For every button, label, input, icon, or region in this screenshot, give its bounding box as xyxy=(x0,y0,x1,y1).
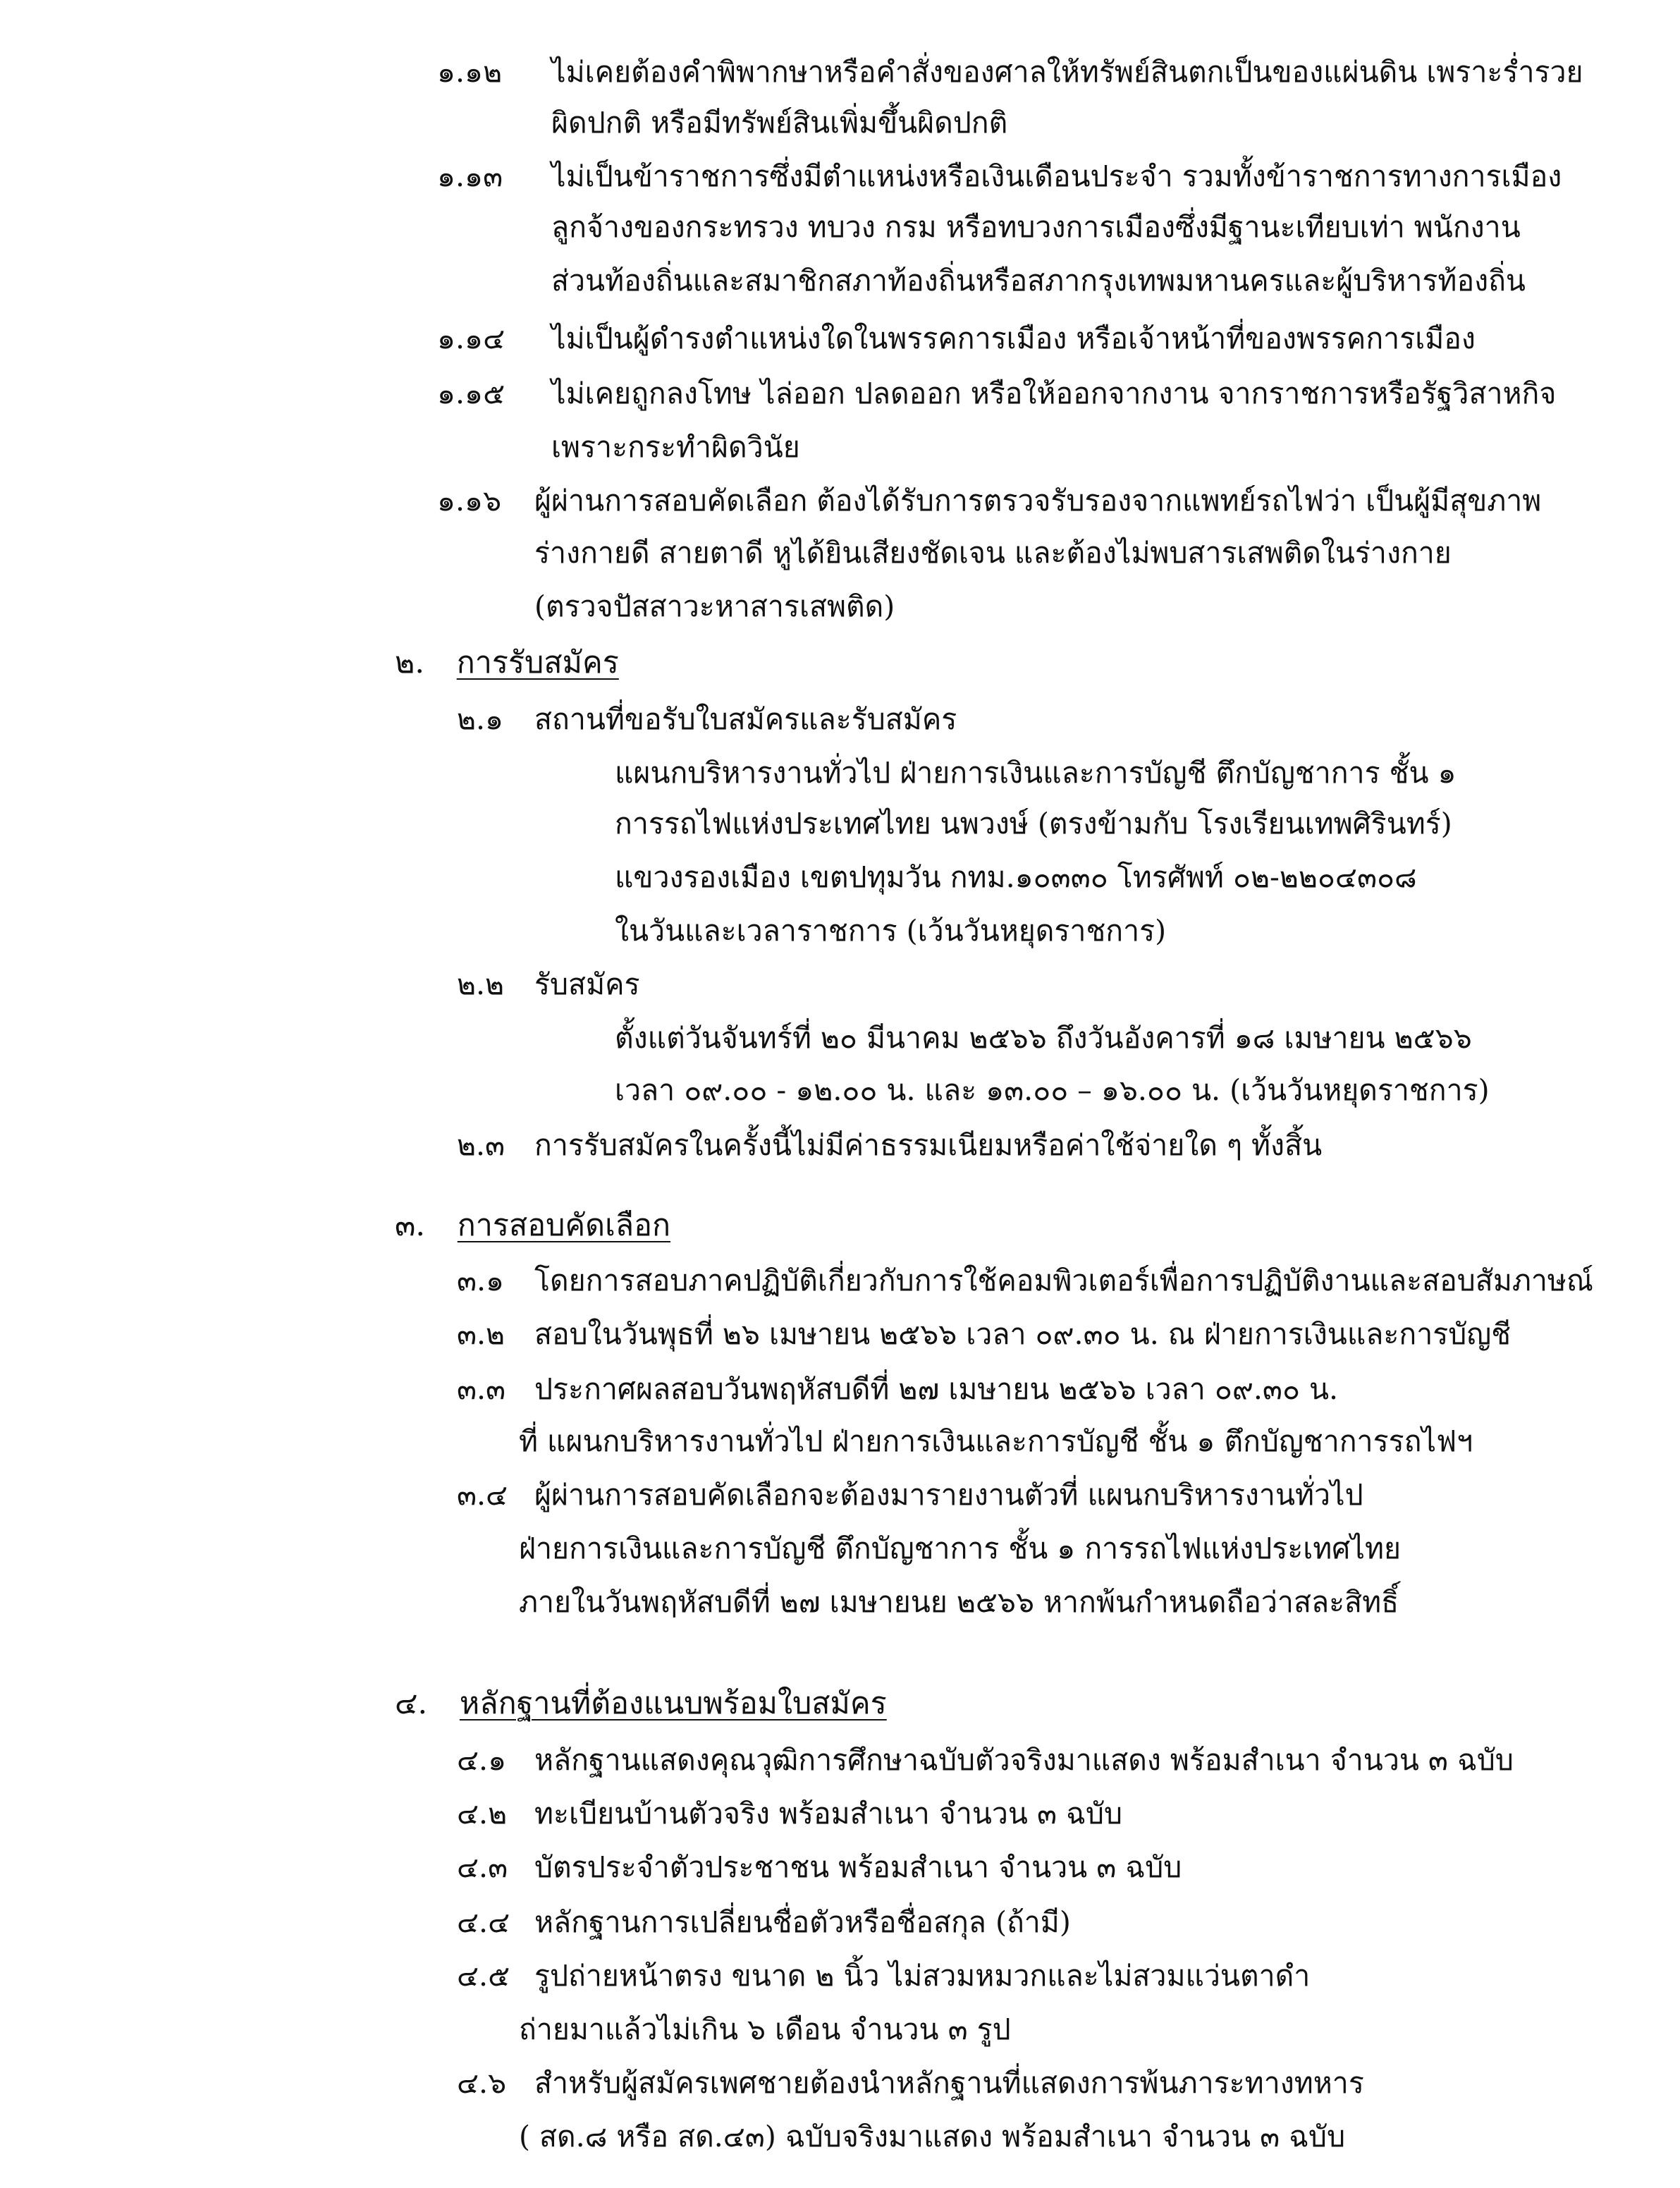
item-number: ๔.๕ xyxy=(457,1959,510,1993)
item-text-line: รูปถ่ายหน้าตรง ขนาด ๒ นิ้ว ไม่สวมหมวกและไม่สวมแว่นตาดำ xyxy=(534,1959,1311,1993)
detail-line: แผนกบริหารงานทั่วไป ฝ่ายการเงินและการบัญชี ตึกบัญชาการ ชั้น ๑ xyxy=(615,756,1457,790)
item-number: ๓.๒ xyxy=(457,1317,505,1351)
item-number: ๔.๒ xyxy=(457,1797,508,1831)
item-number: ๔.๖ xyxy=(457,2066,507,2100)
item-text-line: ลูกจ้างของกระทรวง ทบวง กรม หรือทบวงการเมืองซึ่งมีฐานะเทียบเท่า พนักงาน xyxy=(551,210,1521,244)
item-text-line: ไม่เป็นผู้ดำรงตำแหน่งใดในพรรคการเมือง หรือเจ้าหน้าที่ของพรรคการเมือง xyxy=(551,322,1476,355)
detail-line: ตั้งแต่วันจันทร์ที่ ๒๐ มีนาคม ๒๕๖๖ ถึงวันอังคารที่ ๑๘ เมษายน ๒๕๖๖ xyxy=(615,1021,1472,1055)
item-number: ๒.๓ xyxy=(457,1128,505,1162)
item-text-line: เพราะกระทำผิดวินัย xyxy=(551,430,800,464)
item-text-line: ผู้ผ่านการสอบคัดเลือก ต้องได้รับการตรวจรับรองจากแพทย์รถไฟว่า เป็นผู้มีสุขภาพ xyxy=(534,484,1542,518)
item-number: ๔.๔ xyxy=(457,1905,510,1939)
item-text-line: (ตรวจปัสสาวะหาสารเสพติด) xyxy=(534,589,895,623)
item-number: ๑.๑๕ xyxy=(437,377,505,410)
item-text-line: ผู้ผ่านการสอบคัดเลือกจะต้องมารายงานตัวที่ แผนกบริหารงานทั่วไป xyxy=(534,1478,1363,1512)
item-text-line: สถานที่ขอรับใบสมัครและรับสมัคร xyxy=(534,702,957,736)
item-text-line: หลักฐานแสดงคุณวุฒิการศึกษาฉบับตัวจริงมาแสดง พร้อมสำเนา จำนวน ๓ ฉบับ xyxy=(534,1743,1514,1777)
item-text-line: สอบในวันพุธที่ ๒๖ เมษายน ๒๕๖๖ เวลา ๐๙.๓๐ น. ณ ฝ่ายการเงินและการบัญชี xyxy=(534,1317,1512,1351)
item-text-line: บัตรประจำตัวประชาชน พร้อมสำเนา จำนวน ๓ ฉบับ xyxy=(534,1850,1182,1884)
item-number: ๔.๓ xyxy=(457,1850,508,1884)
item-text-line: การรับสมัครในครั้งนี้ไม่มีค่าธรรมเนียมหรือค่าใช้จ่ายใด ๆ ทั้งสิ้น xyxy=(534,1128,1323,1162)
item-number: ๒.๒ xyxy=(457,967,505,1001)
item-number: ๓.๓ xyxy=(457,1372,506,1406)
item-number: ๒.๑ xyxy=(457,702,504,736)
item-text-line: ( สด.๘ หรือ สด.๔๓) ฉบับจริงมาแสดง พร้อมสำเนา จำนวน ๓ ฉบับ xyxy=(519,2120,1346,2153)
item-number: ๑.๑๓ xyxy=(437,159,503,193)
item-text-line: ไม่เคยต้องคำพิพากษาหรือคำสั่งของศาลให้ทรัพย์สินตกเป็นของแผ่นดิน เพราะร่ำรวย xyxy=(551,55,1583,89)
item-text-line: ที่ แผนกบริหารงานทั่วไป ฝ่ายการเงินและการบัญชี ชั้น ๑ ตึกบัญชาการรถไฟฯ xyxy=(519,1424,1473,1458)
item-text-line: ไม่เคยถูกลงโทษ ไล่ออก ปลดออก หรือให้ออกจากงาน จากราชการหรือรัฐวิสาหกิจ xyxy=(551,377,1557,410)
section-number: ๔. xyxy=(395,1686,428,1721)
detail-line: การรถไฟแห่งประเทศไทย นพวงษ์ (ตรงข้ามกับ โรงเรียนเทพศิรินทร์) xyxy=(615,807,1452,841)
item-number: ๑.๑๔ xyxy=(437,322,505,355)
section-number: ๓. xyxy=(395,1208,426,1243)
item-number: ๑.๑๖ xyxy=(437,484,502,518)
section-heading xyxy=(395,644,619,681)
item-number: ๔.๑ xyxy=(457,1743,507,1777)
item-text-line: ถ่ายมาแล้วไม่เกิน ๖ เดือน จำนวน ๓ รูป xyxy=(519,2012,1011,2046)
item-text-line: โดยการสอบภาคปฏิบัติเกี่ยวกับการใช้คอมพิวเตอร์เพื่อการปฏิบัติงานและสอบสัมภาษณ์ xyxy=(534,1264,1593,1297)
item-text-line: รับสมัคร xyxy=(534,967,640,1001)
section-heading xyxy=(395,1685,887,1722)
item-number: ๓.๔ xyxy=(457,1478,508,1512)
item-text-line: ร่างกายดี สายตาดี หูได้ยินเสียงชัดเจน และต้องไม่พบสารเสพติดในร่างกาย xyxy=(534,536,1452,570)
item-number: ๓.๑ xyxy=(457,1264,505,1297)
detail-line: แขวงรองเมือง เขตปทุมวัน กทม.๑๐๓๓๐ โทรศัพท์ ๐๒-๒๒๐๔๓๐๘ xyxy=(615,860,1417,894)
detail-line: เวลา ๐๙.๐๐ - ๑๒.๐๐ น. และ ๑๓.๐๐ – ๑๖.๐๐ น. (เว้นวันหยุดราชการ) xyxy=(615,1073,1490,1107)
section-title: การรับสมัคร xyxy=(456,645,619,680)
section-title: หลักฐานที่ต้องแนบพร้อมใบสมัคร xyxy=(459,1686,887,1721)
section-heading xyxy=(395,1207,670,1244)
item-text-line: สำหรับผู้สมัครเพศชายต้องนำหลักฐานที่แสดงการพ้นภาระทางทหาร xyxy=(534,2066,1364,2100)
item-number: ๑.๑๒ xyxy=(437,55,503,89)
item-text-line: หลักฐานการเปลี่ยนชื่อตัวหรือชื่อสกุล (ถ้ามี) xyxy=(534,1905,1071,1939)
item-text-line: ส่วนท้องถิ่นและสมาชิกสภาท้องถิ่นหรือสภากรุงเทพมหานครและผู้บริหารท้องถิ่น xyxy=(551,264,1526,298)
item-text-line: ไม่เป็นข้าราชการซึ่งมีตำแหน่งหรือเงินเดือนประจำ รวมทั้งข้าราชการทางการเมือง xyxy=(551,159,1562,193)
item-text-line: ผิดปกติ หรือมีทรัพย์สินเพิ่มขึ้นผิดปกติ xyxy=(551,106,1008,140)
detail-line: ในวันและเวลาราชการ (เว้นวันหยุดราชการ) xyxy=(615,914,1167,948)
section-title: การสอบคัดเลือก xyxy=(457,1208,670,1243)
item-text-line: ภายในวันพฤหัสบดีที่ ๒๗ เมษายนย ๒๕๖๖ หากพ้นกำหนดถือว่าสละสิทธิ์ xyxy=(519,1585,1399,1619)
item-text-line: ฝ่ายการเงินและการบัญชี ตึกบัญชาการ ชั้น ๑ การรถไฟแห่งประเทศไทย xyxy=(519,1532,1402,1565)
section-number: ๒. xyxy=(395,645,425,680)
item-text-line: ประกาศผลสอบวันพฤหัสบดีที่ ๒๗ เมษายน ๒๕๖๖ เวลา ๐๙.๓๐ น. xyxy=(534,1372,1339,1406)
item-text-line: ทะเบียนบ้านตัวจริง พร้อมสำเนา จำนวน ๓ ฉบับ xyxy=(534,1797,1122,1831)
